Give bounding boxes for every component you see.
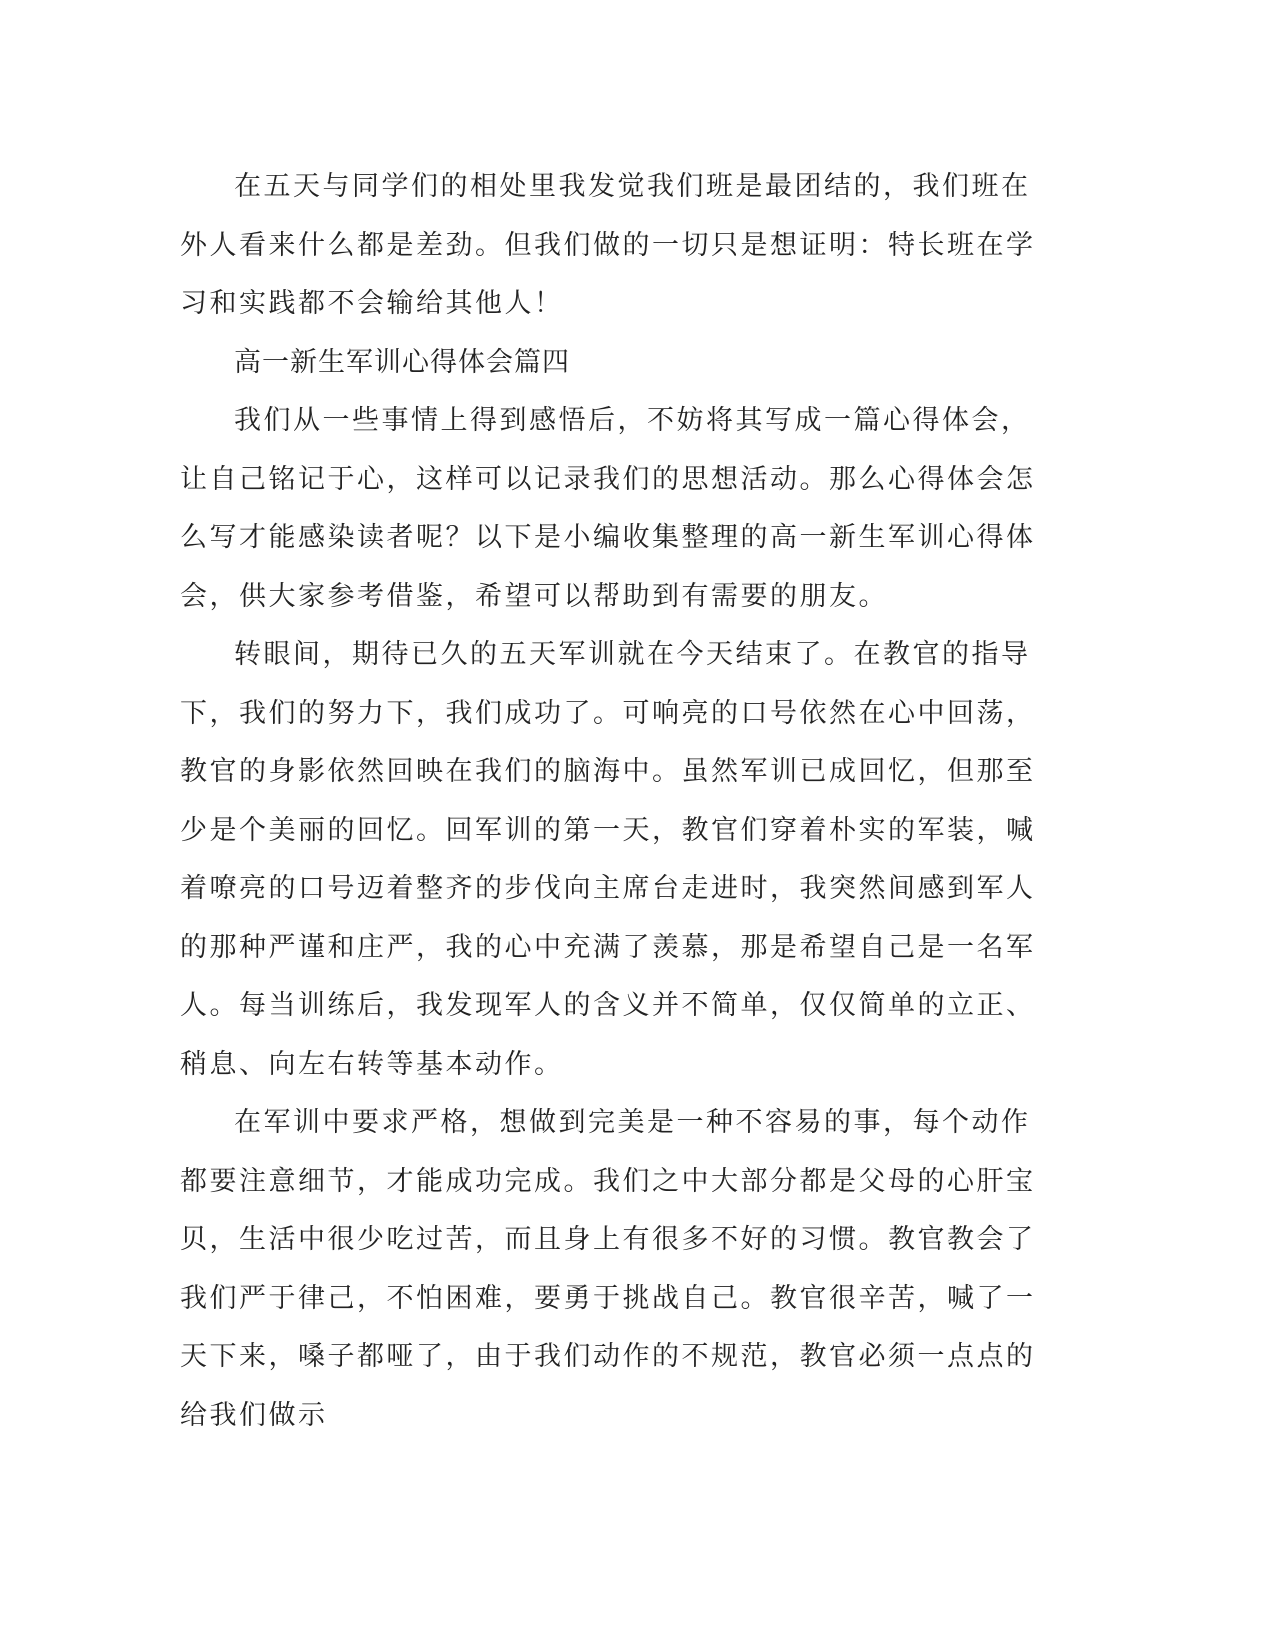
paragraph-1: 在五天与同学们的相处里我发觉我们班是最团结的，我们班在外人看来什么都是差劲。但我们做的一切只是想证明：特长班在学习和实践都不会输给其他人！: [180, 171, 1036, 319]
section-heading: 高一新生军训心得体会篇四: [234, 346, 570, 378]
document-body: [180, 158, 1040, 1445]
paragraph-3: 转眼间，期待已久的五天军训就在今天结束了。在教官的指导下，我们的努力下，我们成功了。可响亮的口号依然在心中回荡，教官的身影依然回映在我们的脑海中。虽然军训已成回忆，但那至少是个美丽的回忆。回军训的第一天，教官们穿着朴实的军装，喊着嘹亮的口号迈着整齐的步伐向主席台走进时，我突然间感到军人的那种严谨和庄严，我的心中充满了羡慕，那是希望自己是一名军人。每当训练后，我发现军人的含义并不简单，仅仅简单的立正、稍息、向左右转等基本动作。: [180, 639, 1036, 1080]
paragraph-4: 在军训中要求严格，想做到完美是一种不容易的事，每个动作都要注意细节，才能成功完成。我们之中大部分都是父母的心肝宝贝，生活中很少吃过苦，而且身上有很多不好的习惯。教官教会了我们严于律己，不怕困难，要勇于挑战自己。教官很辛苦，喊了一天下来，嗓子都哑了，由于我们动作的不规范，教官必须一点点的给我们做示: [180, 1107, 1036, 1431]
paragraph-2: 我们从一些事情上得到感悟后，不妨将其写成一篇心得体会，让自己铭记于心，这样可以记录我们的思想活动。那么心得体会怎么写才能感染读者呢？以下是小编收集整理的高一新生军训心得体会，供大家参考借鉴，希望可以帮助到有需要的朋友。: [180, 405, 1036, 612]
